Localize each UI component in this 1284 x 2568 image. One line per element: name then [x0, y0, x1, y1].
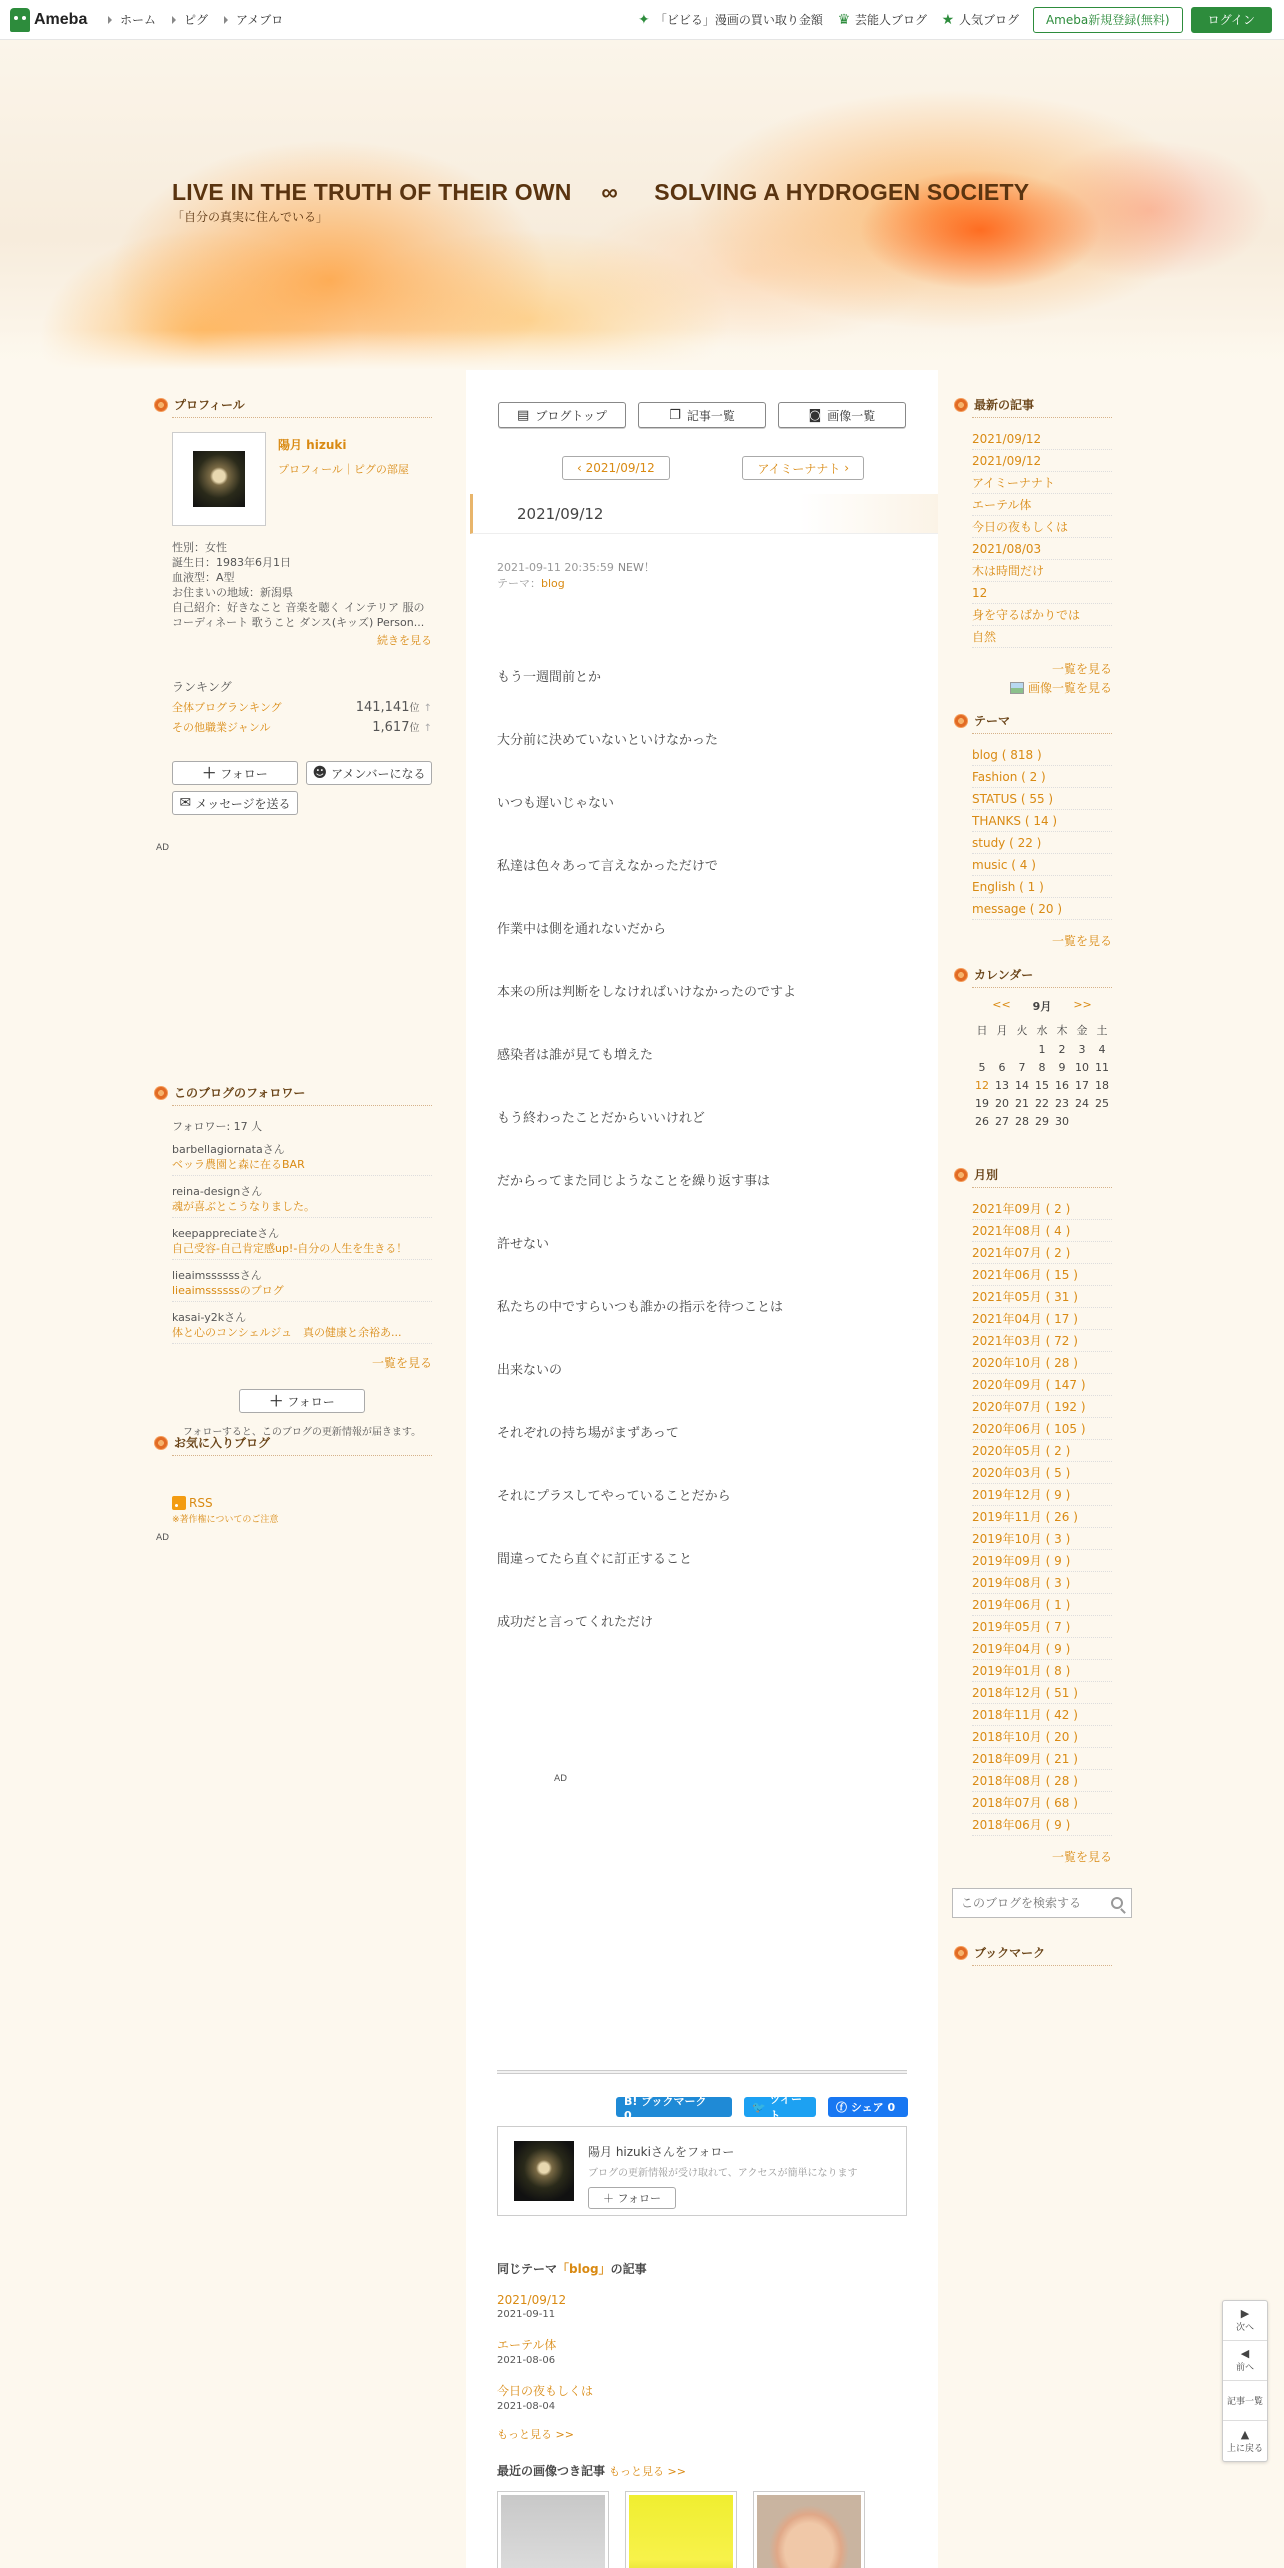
copyright-note-link[interactable]: ※著作権についてのご注意	[172, 1515, 279, 1525]
flower-icon	[954, 1168, 968, 1182]
popular-blog-link[interactable]: ★ 人気ブログ	[941, 11, 1019, 28]
flower-icon	[954, 1946, 968, 1960]
monthly-item[interactable]: 2019年09月 ( 9 )	[972, 1550, 1112, 1572]
blog-header	[0, 40, 1284, 370]
top-right-links	[637, 7, 1284, 33]
entry-line: 大分前に決めていないといけなかった	[497, 733, 719, 748]
calendar-day: 3	[1078, 1043, 1086, 1056]
calendar-day: 8	[1038, 1061, 1046, 1074]
calendar-day: 7	[1018, 1061, 1026, 1074]
blog-description: 「自分の真実に住んでいる」	[172, 210, 329, 224]
calendar-day: 18	[1095, 1079, 1109, 1092]
follower-item	[172, 1226, 432, 1260]
blog-toolbar	[498, 402, 906, 428]
monthly-item[interactable]: 2020年06月 ( 105 )	[972, 1418, 1112, 1440]
profile-heading: プロフィール	[172, 396, 432, 418]
play-left-icon: ◀	[1240, 2347, 1250, 2360]
back-to-top-button[interactable]: ▲ 上に戻る	[1226, 2427, 1263, 2454]
recent-item[interactable]: 身を守るばかりでは	[972, 604, 1112, 626]
message-button[interactable]: ✉ メッセージを送る	[172, 791, 298, 815]
calendar-day: 23	[1055, 1097, 1069, 1110]
profile-name[interactable]: 陽月 hizuki	[278, 438, 347, 452]
theme-section	[972, 712, 1112, 949]
avatar[interactable]	[172, 432, 266, 526]
flower-icon	[154, 1086, 168, 1100]
follow-card-desc: ブログの更新情報が受け取れて、アクセスが簡単になります	[588, 2168, 858, 2179]
chevron-right-icon: ›	[840, 461, 849, 475]
calendar-day: 30	[1055, 1115, 1069, 1128]
same-theme-title[interactable]: エーテル体	[497, 2338, 557, 2352]
monthly-item[interactable]: 2019年12月 ( 9 )	[972, 1484, 1112, 1506]
camera-icon: ◙	[808, 407, 822, 423]
follower-name: keepappreciateさん	[172, 1227, 280, 1240]
monthly-item[interactable]: 2020年10月 ( 28 )	[972, 1352, 1112, 1374]
calendar-day	[972, 1043, 992, 1056]
ranking-overall	[172, 699, 432, 715]
blog-search	[952, 1888, 1132, 1918]
entry-line: 間違ってたら直ぐに訂正すること	[497, 1552, 693, 1567]
calendar-day: 26	[975, 1115, 989, 1128]
calendar-day: 10	[1075, 1061, 1089, 1074]
nav-pigg[interactable]: ピグ	[172, 11, 208, 28]
ameba-logo-icon	[10, 8, 30, 32]
register-button[interactable]: Ameba新規登録(無料)	[1033, 7, 1183, 33]
theme-label: テーマ：	[497, 577, 541, 590]
monthly-item[interactable]: 2020年05月 ( 2 )	[972, 1440, 1112, 1462]
entry-line: 感染者は誰が見ても増えた	[497, 1048, 654, 1063]
document-icon: ▤	[517, 407, 530, 423]
calendar-day: 11	[1095, 1061, 1109, 1074]
calendar-day: 4	[1098, 1043, 1106, 1056]
monthly-item[interactable]: 2018年08月 ( 28 )	[972, 1770, 1112, 1792]
ranking-title: ランキング	[172, 680, 232, 694]
same-theme-item	[497, 2336, 907, 2366]
monthly-item[interactable]: 2021年09月 ( 2 )	[972, 1198, 1112, 1220]
same-theme-title[interactable]: 今日の夜もしくは	[497, 2384, 594, 2398]
monthly-item[interactable]: 2019年10月 ( 3 )	[972, 1528, 1112, 1550]
calendar-day: 9	[1058, 1061, 1066, 1074]
logo-text: Ameba	[34, 10, 88, 28]
same-theme-title[interactable]: 2021/09/12	[497, 2293, 567, 2307]
entry-meta	[497, 560, 655, 592]
same-theme-heading: 同じテーマ「blog」の記事	[497, 2262, 647, 2276]
follower-name: lieaimssssssさん	[172, 1269, 262, 1282]
calendar-next-button[interactable]: >>	[1073, 998, 1092, 1011]
prev-button[interactable]: ◀ 前へ	[1223, 2341, 1267, 2381]
global-header	[0, 0, 1284, 40]
amember-icon: ☻	[312, 765, 328, 781]
monthly-item[interactable]: 2018年09月 ( 21 )	[972, 1748, 1112, 1770]
calendar-day: 5	[978, 1061, 986, 1074]
follower-item	[172, 1310, 432, 1344]
plus-icon: ＋	[269, 1394, 284, 1410]
entry-line: いつも遅いじゃない	[497, 796, 615, 811]
calendar-section	[972, 966, 1112, 1128]
followers-follow-wrap	[172, 1389, 432, 1413]
calendar-day: 21	[1015, 1097, 1029, 1110]
calendar-day	[1072, 1115, 1092, 1128]
profile-birthday: 誕生日：1983年6月1日	[172, 556, 291, 569]
profile-buttons	[172, 761, 432, 815]
monthly-item[interactable]: 2019年06月 ( 1 )	[972, 1594, 1112, 1616]
ad-label: AD	[554, 1774, 568, 1784]
calendar-heading: カレンダー	[972, 966, 1112, 988]
arrow-up-icon: ▲	[1240, 2427, 1250, 2441]
theme-item[interactable]: message ( 20 )	[972, 898, 1112, 920]
article-thumbnail[interactable]	[753, 2491, 865, 2568]
left-sidebar	[156, 396, 432, 853]
calendar-weekday: 月	[996, 1024, 1008, 1037]
chevron-left-icon: ‹	[577, 461, 586, 475]
follower-count: フォロワー: 17 人	[172, 1120, 263, 1133]
same-theme-more-link[interactable]: もっと見る >>	[497, 2428, 574, 2441]
follow-card-button[interactable]: ＋ フォロー	[588, 2187, 676, 2209]
entry-list-button[interactable]: ❐ 記事一覧	[638, 402, 766, 428]
amember-button[interactable]: ☻ アメンバーになる	[306, 761, 432, 785]
monthly-more-link[interactable]: 一覧を見る	[1051, 1850, 1112, 1864]
theme-item[interactable]: music ( 4 )	[972, 854, 1112, 876]
follow-card	[497, 2126, 907, 2216]
followers-follow-button[interactable]: ＋ フォロー	[239, 1389, 365, 1413]
favorites-heading: お気に入りブログ	[172, 1434, 432, 1456]
copy-icon: ❐	[669, 407, 681, 423]
calendar-day: 6	[998, 1061, 1006, 1074]
follower-item	[172, 1184, 432, 1218]
entry-line: だからってまた同じようなことを繰り返す事は	[497, 1174, 771, 1189]
same-theme-name[interactable]: 「blog」	[557, 2262, 611, 2276]
entry-line: もう終わったことだからいいけれど	[497, 1111, 705, 1126]
same-theme-section	[497, 2260, 907, 2442]
entry-datetime: 2021-09-11 20:35:59	[497, 561, 614, 574]
monthly-item[interactable]: 2018年10月 ( 20 )	[972, 1726, 1112, 1748]
thumbnail-image	[501, 2495, 605, 2568]
entry-line: それぞれの持ち場がまずあって	[497, 1426, 679, 1441]
follower-item	[172, 1268, 432, 1302]
follow-card-avatar	[514, 2141, 574, 2201]
monthly-heading: 月別	[972, 1166, 1112, 1188]
follower-name: barbellagiornataさん	[172, 1143, 285, 1156]
monthly-item[interactable]: 2021年06月 ( 15 )	[972, 1264, 1112, 1286]
rss-link[interactable]: RSS	[172, 1496, 432, 1510]
share-buttons	[616, 2093, 908, 2122]
calendar-weekday: 土	[1096, 1024, 1108, 1037]
sparkle-icon: ✦	[638, 11, 650, 28]
monthly-item[interactable]: 2019年04月 ( 9 )	[972, 1638, 1112, 1660]
follower-blog-link[interactable]: 魂が喜ぶとこうなりました。	[172, 1200, 315, 1213]
recent-item[interactable]: エーテル体	[972, 494, 1112, 516]
monthly-item[interactable]: 2018年12月 ( 51 )	[972, 1682, 1112, 1704]
rss-icon	[172, 1496, 186, 1510]
recent-item[interactable]: アイミーナナト	[972, 472, 1112, 494]
image-list-link[interactable]: 画像一覧を見る	[972, 679, 1112, 696]
profile-box	[172, 432, 432, 526]
same-theme-date: 2021-08-06	[497, 2355, 556, 2366]
calendar-day: 25	[1095, 1097, 1109, 1110]
article-thumbnail[interactable]	[625, 2491, 737, 2568]
play-right-icon: ▶	[1240, 2307, 1250, 2320]
follow-note: フォローすると、このブログの更新情報が届きます。	[182, 1427, 422, 1438]
image-thumbnails	[497, 2491, 917, 2568]
calendar-day: 28	[1015, 1115, 1029, 1128]
theme-item[interactable]: study ( 22 )	[972, 832, 1112, 854]
plus-icon: ＋	[202, 766, 217, 782]
follower-blog-link[interactable]: 自己受容-自己肯定感up!-自分の人生を生きる！	[172, 1242, 408, 1255]
top-nav	[100, 11, 283, 28]
entry-line: 本来の所は判断をしなければいけなかったのですよ	[497, 985, 797, 1000]
calendar-day	[1092, 1115, 1112, 1128]
same-theme-date: 2021-09-11	[497, 2309, 556, 2320]
recent-item[interactable]: 木は時間だけ	[972, 560, 1112, 582]
right-sidebar	[972, 396, 1112, 696]
same-theme-item	[497, 2293, 907, 2320]
theme-more-link[interactable]: 一覧を見る	[1051, 934, 1112, 948]
thumbnail-image	[757, 2495, 861, 2568]
monthly-item[interactable]: 2021年03月 ( 72 )	[972, 1330, 1112, 1352]
blog-title[interactable]: LIVE IN THE TRUTH OF THEIR OWN ∞ SOLVING A HYDROGEN SOCIETY	[172, 179, 1030, 205]
facebook-icon: ⓕ	[836, 2101, 851, 2114]
theme-heading: テーマ	[972, 712, 1112, 734]
ranking-overall-label[interactable]: 全体ブログランキング	[172, 701, 282, 714]
calendar-nav	[972, 998, 1112, 1014]
entry-body	[497, 668, 917, 1676]
recent-more-link[interactable]: 一覧を見る	[1051, 662, 1112, 676]
calendar-day: 19	[975, 1097, 989, 1110]
ranking-overall-value: 141,141	[355, 700, 410, 715]
calendar-day	[1012, 1043, 1032, 1056]
blog-top-button[interactable]: ▤ ブログトップ	[498, 402, 626, 428]
calendar-day: 14	[1015, 1079, 1029, 1092]
ad-label: AD	[156, 843, 170, 853]
recent-item[interactable]: 今日の夜もしくは	[972, 516, 1112, 538]
monthly-item[interactable]: 2019年08月 ( 3 )	[972, 1572, 1112, 1594]
followers-section	[172, 1084, 432, 1438]
theme-item[interactable]: THANKS ( 14 )	[972, 810, 1112, 832]
image-list-button[interactable]: ◙ 画像一覧	[778, 402, 906, 428]
recent-item[interactable]: 2021/09/12	[972, 450, 1112, 472]
entry-line: 許せない	[497, 1237, 550, 1252]
flower-icon	[954, 714, 968, 728]
entry-list-float-button[interactable]: 記事一覧	[1223, 2381, 1267, 2421]
theme-list	[972, 744, 1112, 920]
calendar-day: 22	[1035, 1097, 1049, 1110]
monthly-item[interactable]: 2019年01月 ( 8 )	[972, 1660, 1112, 1682]
monthly-item[interactable]: 2020年07月 ( 192 )	[972, 1396, 1112, 1418]
monthly-item[interactable]: 2021年08月 ( 4 )	[972, 1220, 1112, 1242]
profile-links[interactable]: プロフィール｜ピグの部屋	[278, 463, 409, 476]
image-articles-heading: 最近の画像つき記事 もっと見る >>	[497, 2464, 686, 2478]
calendar-day: 24	[1075, 1097, 1089, 1110]
profile-more-link[interactable]: 続きを見る	[377, 634, 432, 647]
entry-line: 出来ないの	[497, 1363, 563, 1378]
calendar-weekday: 金	[1076, 1024, 1088, 1037]
ameba-logo[interactable]	[10, 8, 100, 32]
avatar-image	[193, 451, 245, 507]
search-icon[interactable]	[1111, 1897, 1123, 1909]
theme-item[interactable]: STATUS ( 55 )	[972, 788, 1112, 810]
triangle-right-icon	[224, 16, 228, 24]
profile-intro: 自己紹介：好きなこと 音楽を聴く インテリア 服のコーディネート 歌うこと ダンス(キッズ) Person...	[172, 601, 425, 629]
next-button[interactable]: ▶ 次へ	[1223, 2301, 1267, 2341]
entry-line: 私達は色々あって言えなかっただけで	[497, 859, 718, 874]
twitter-bird-icon: 🐦	[752, 2100, 770, 2114]
flower-icon	[154, 1436, 168, 1450]
triangle-right-icon	[172, 16, 176, 24]
ranking-unit: 位	[409, 703, 420, 714]
profile-right	[278, 432, 409, 526]
ad-label: AD	[156, 1533, 170, 1543]
profile-info	[172, 540, 432, 630]
theme-item[interactable]: Fashion ( 2 )	[972, 766, 1112, 788]
calendar-day: 17	[1075, 1079, 1089, 1092]
monthly-item[interactable]: 2021年07月 ( 2 )	[972, 1242, 1112, 1264]
monthly-item[interactable]: 2018年11月 ( 42 )	[972, 1704, 1112, 1726]
calendar-prev-button[interactable]: <<	[992, 998, 1011, 1011]
monthly-item[interactable]: 2019年05月 ( 7 )	[972, 1616, 1112, 1638]
arrow-up-icon: ↑	[423, 723, 432, 734]
entry-line: 作業中は側を通れないだから	[497, 922, 667, 937]
monthly-item[interactable]: 2020年09月 ( 147 )	[972, 1374, 1112, 1396]
favorites-section	[156, 1434, 432, 1543]
star-icon: ★	[941, 11, 955, 28]
monthly-item[interactable]: 2018年06月 ( 9 )	[972, 1814, 1112, 1836]
recent-item[interactable]: 自然	[972, 626, 1112, 648]
follower-name: reina-designさん	[172, 1185, 263, 1198]
calendar-weekday: 日	[976, 1024, 988, 1037]
recent-item[interactable]: 2021/08/03	[972, 538, 1112, 560]
monthly-section	[972, 1166, 1112, 1865]
nav-ameblo[interactable]: アメブロ	[224, 11, 283, 28]
bookmark-section	[972, 1944, 1112, 1966]
crown-icon: ♛	[837, 11, 851, 28]
recent-item[interactable]: 2021/09/12	[972, 428, 1112, 450]
arrow-up-icon: ↑	[423, 703, 432, 714]
entry-line: 私たちの中ですらいつも誰かの指示を待つことは	[497, 1300, 784, 1315]
calendar-day-link[interactable]: 12	[975, 1079, 989, 1092]
recent-heading: 最新の記事	[972, 396, 1112, 418]
envelope-icon: ✉	[179, 795, 192, 811]
facebook-share-button[interactable]: ⓕ シェア 0	[828, 2097, 908, 2117]
calendar-day: 2	[1058, 1043, 1066, 1056]
calendar-day: 29	[1035, 1115, 1049, 1128]
calendar-day: 16	[1055, 1079, 1069, 1092]
image-articles-section	[497, 2462, 917, 2568]
profile-region: お住まいの地域：新潟県	[172, 586, 293, 599]
follow-card-text	[588, 2141, 858, 2209]
followers-more-link[interactable]: 一覧を見る	[371, 1356, 432, 1370]
ranking-genre	[172, 719, 432, 735]
calendar-weekday: 木	[1056, 1024, 1068, 1037]
hatena-bookmark-button[interactable]: B! ブックマーク 0	[616, 2097, 732, 2117]
tweet-button[interactable]: 🐦 ツイート	[744, 2097, 816, 2117]
celebrity-blog-link[interactable]: ♛ 芸能人ブログ	[837, 11, 927, 28]
picture-icon	[1010, 682, 1024, 694]
nav-home[interactable]: ホーム	[108, 11, 156, 28]
monthly-list	[972, 1198, 1112, 1836]
flower-icon	[954, 968, 968, 982]
follower-blog-link[interactable]: lieaimssssssのブログ	[172, 1284, 284, 1297]
prev-entry-button[interactable]: ‹ 2021/09/12	[562, 456, 670, 480]
profile-blood-type: 血液型：A型	[172, 571, 235, 584]
entry-theme-link[interactable]: blog	[541, 577, 565, 590]
flower-icon	[154, 398, 168, 412]
thumbnail-image	[629, 2495, 733, 2568]
entry-line: それにプラスしてやっていることだから	[497, 1489, 731, 1504]
followers-heading: このブログのフォロワー	[172, 1084, 432, 1106]
recent-list	[972, 428, 1112, 648]
monthly-item[interactable]: 2021年05月 ( 31 )	[972, 1286, 1112, 1308]
calendar-day: 20	[995, 1097, 1009, 1110]
calendar-weekday: 水	[1036, 1024, 1048, 1037]
new-badge: NEW！	[617, 561, 655, 574]
flower-icon	[954, 398, 968, 412]
calendar-weekday: 火	[1016, 1024, 1028, 1037]
monthly-item[interactable]: 2019年11月 ( 26 )	[972, 1506, 1112, 1528]
calendar-day: 1	[1038, 1043, 1046, 1056]
article-thumbnail[interactable]	[497, 2491, 609, 2568]
bookmark-heading: ブックマーク	[972, 1944, 1112, 1966]
ranking-unit: 位	[409, 723, 420, 734]
calendar-day: 13	[995, 1079, 1009, 1092]
next-entry-button[interactable]: アイミーナナト ›	[742, 456, 864, 480]
recent-item[interactable]: 12	[972, 582, 1112, 604]
image-articles-more-link[interactable]: もっと見る >>	[609, 2465, 686, 2478]
blog-search-input[interactable]	[961, 1896, 1101, 1910]
calendar-grid	[972, 1022, 1112, 1128]
triangle-right-icon	[108, 16, 112, 24]
login-button[interactable]: ログイン	[1191, 7, 1272, 33]
calendar-month: 9月	[1032, 1000, 1052, 1013]
manga-buyback-link[interactable]: ✦ 「ビビる」漫画の買い取り金額	[638, 11, 823, 28]
calendar-day	[992, 1043, 1012, 1056]
ranking-genre-value: 1,617	[372, 720, 410, 735]
floating-nav	[1222, 2300, 1268, 2462]
monthly-item[interactable]: 2020年03月 ( 5 )	[972, 1462, 1112, 1484]
same-theme-item	[497, 2382, 907, 2412]
follow-button[interactable]: ＋ フォロー	[172, 761, 298, 785]
follower-name: kasai-y2kさん	[172, 1311, 247, 1324]
calendar-day: 15	[1035, 1079, 1049, 1092]
follow-card-name: 陽月 hizukiさんをフォロー	[588, 2145, 735, 2159]
entry-title[interactable]: 2021/09/12	[470, 494, 938, 534]
entry-line: もう一週間前とか	[497, 670, 602, 685]
ranking-genre-label[interactable]: その他職業ジャンル	[172, 721, 271, 734]
follower-blog-link[interactable]: 体と心のコンシェルジュ 真の健康と余裕あ...	[172, 1326, 402, 1339]
entry-line: 成功だと言ってくれただけ	[497, 1615, 654, 1630]
follower-item	[172, 1142, 432, 1176]
follower-blog-link[interactable]: ベッラ農園と森に在るBAR	[172, 1158, 305, 1171]
same-theme-date: 2021-08-04	[497, 2401, 556, 2412]
monthly-item[interactable]: 2021年04月 ( 17 )	[972, 1308, 1112, 1330]
monthly-item[interactable]: 2018年07月 ( 68 )	[972, 1792, 1112, 1814]
entry-separator	[497, 2070, 907, 2074]
calendar-day: 27	[995, 1115, 1009, 1128]
theme-item[interactable]: blog ( 818 )	[972, 744, 1112, 766]
profile-gender: 性別：女性	[172, 541, 227, 554]
entry-pager	[562, 456, 864, 480]
theme-item[interactable]: English ( 1 )	[972, 876, 1112, 898]
